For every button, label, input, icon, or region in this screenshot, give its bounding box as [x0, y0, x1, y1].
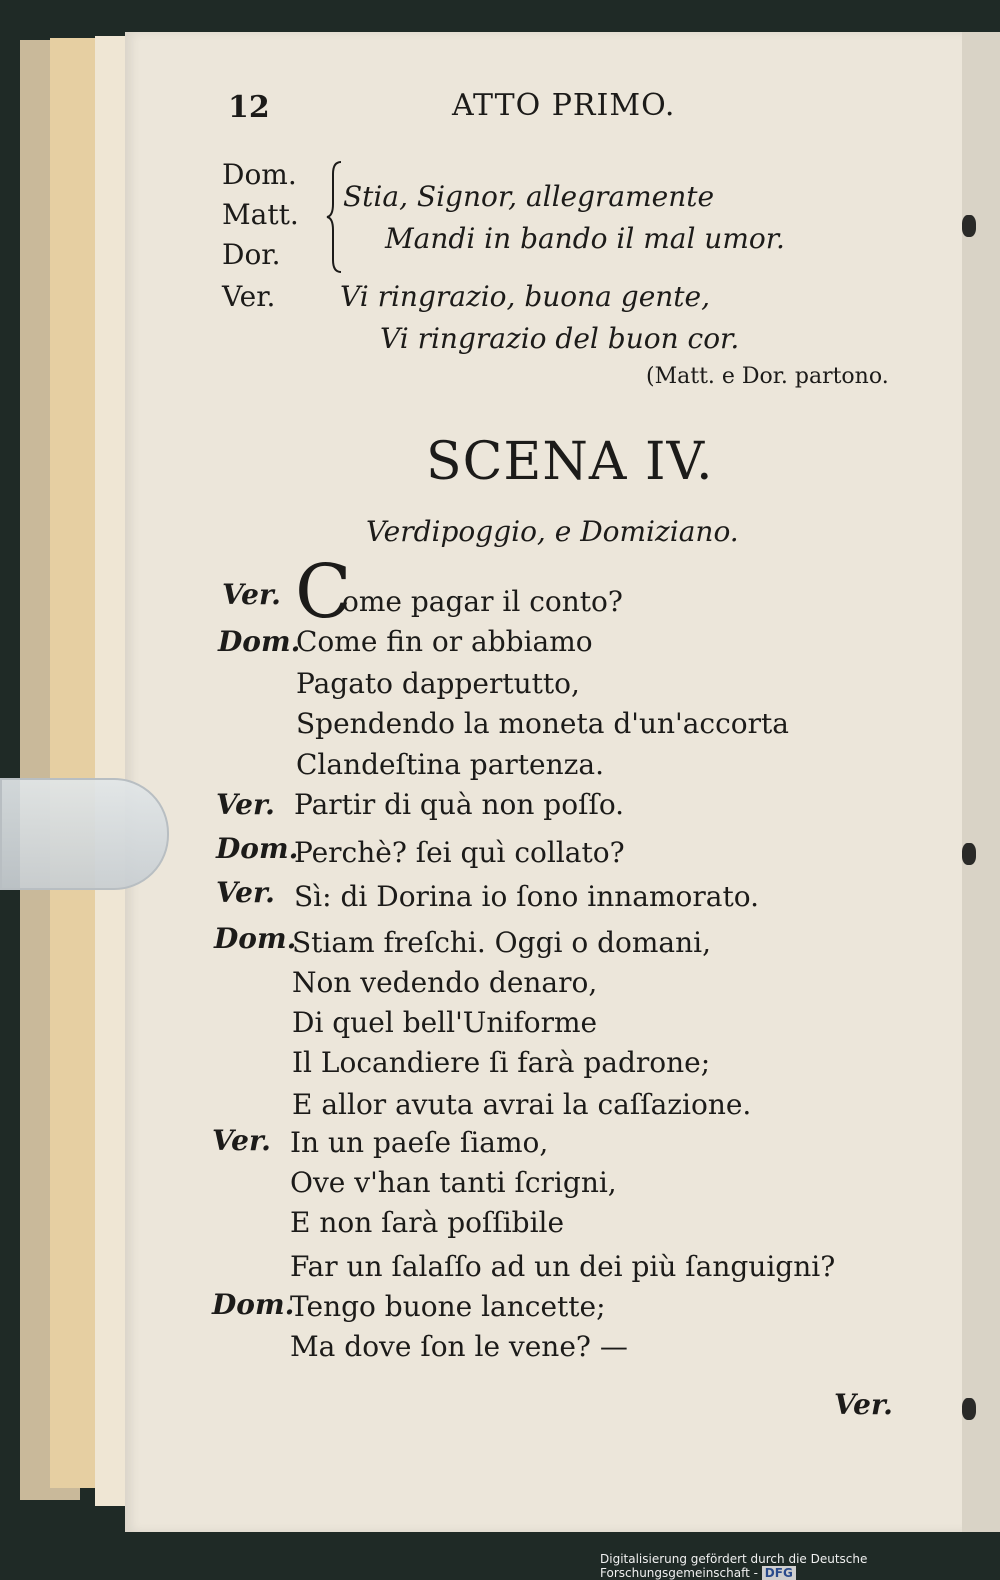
- speaker-label: Dom.: [222, 158, 297, 191]
- speaker-label: Dor.: [222, 238, 281, 271]
- verse-line: Pagato dappertutto,: [296, 667, 580, 700]
- speaker-label: Dom.: [216, 832, 299, 865]
- verse-line: Come fin or abbiamo: [296, 625, 593, 658]
- digitization-footer: [600, 1552, 1000, 1580]
- verse-line: Partir di quà non poſſo.: [294, 788, 625, 821]
- verse-line: E non ſarà poſſibile: [290, 1206, 565, 1239]
- verse-line: Spendendo la moneta d'un'accorta: [296, 707, 789, 740]
- speaker-label: Ver.: [222, 578, 281, 611]
- scene-characters: Verdipoggio, e Domiziano.: [366, 515, 739, 548]
- speaker-label: Dom.: [212, 1288, 295, 1321]
- running-head: ATTO PRIMO.: [452, 88, 676, 123]
- verse-line: Vi ringrazio del buon cor.: [380, 322, 740, 355]
- binding-hole: [962, 1398, 976, 1420]
- binding-hole: [962, 843, 976, 865]
- speaker-label: Dom.: [214, 922, 297, 955]
- verse-line: Tengo buone lancette;: [290, 1290, 606, 1323]
- footer-text: Digitalisierung gefördert durch die Deutsche Forschungsgemeinschaft -: [600, 1552, 868, 1580]
- speaker-label: Ver.: [216, 876, 275, 909]
- verse-line: Clandeſtina partenza.: [296, 748, 604, 781]
- verse-line: Mandi in bando il mal umor.: [385, 222, 785, 255]
- speaker-label: Matt.: [222, 198, 299, 231]
- verse-line: Stiam freſchi. Oggi o domani,: [292, 926, 712, 959]
- verse-line: Il Locandiere ſi farà padrone;: [292, 1046, 711, 1079]
- verse-line: In un paeſe ſiamo,: [290, 1126, 549, 1159]
- verse-line: Far un ſalaſſo ad un dei più ſanguigni?: [290, 1250, 836, 1283]
- page-number: 12: [228, 90, 270, 125]
- speaker-label: Dom.: [218, 625, 301, 658]
- drop-cap: C: [295, 549, 352, 635]
- dfg-logo-icon: DFG: [762, 1566, 796, 1580]
- verse-line: ome pagar il conto?: [342, 585, 623, 618]
- verse-line: Perchè? ſei quì collato?: [294, 836, 625, 869]
- speaker-label: Ver.: [212, 1124, 271, 1157]
- verse-line: Vi ringrazio, buona gente,: [340, 280, 711, 313]
- verse-line: Ove v'han tanti ſcrigni,: [290, 1166, 617, 1199]
- verse-line: Non vedendo denaro,: [292, 966, 598, 999]
- verse-line: E allor avuta avrai la caſſazione.: [292, 1088, 752, 1121]
- verse-line: Ma dove ſon le vene? —: [290, 1330, 628, 1363]
- catchword: Ver.: [834, 1388, 893, 1421]
- verse-line: Sì: di Dorina io ſono innamorato.: [294, 880, 759, 913]
- binding-hole: [962, 215, 976, 237]
- stage-direction: (Matt. e Dor. partono.: [646, 364, 889, 389]
- verse-line: Di quel bell'Uniforme: [292, 1006, 598, 1039]
- verse-line: Stia, Signor, allegramente: [343, 180, 715, 213]
- speaker-label: Ver.: [222, 280, 276, 313]
- scene-title: SCENA IV.: [426, 432, 714, 492]
- speaker-label: Ver.: [216, 788, 275, 821]
- brace-glyph: [325, 158, 347, 276]
- page-clip: [0, 778, 169, 890]
- binding-strip: [962, 32, 1000, 1532]
